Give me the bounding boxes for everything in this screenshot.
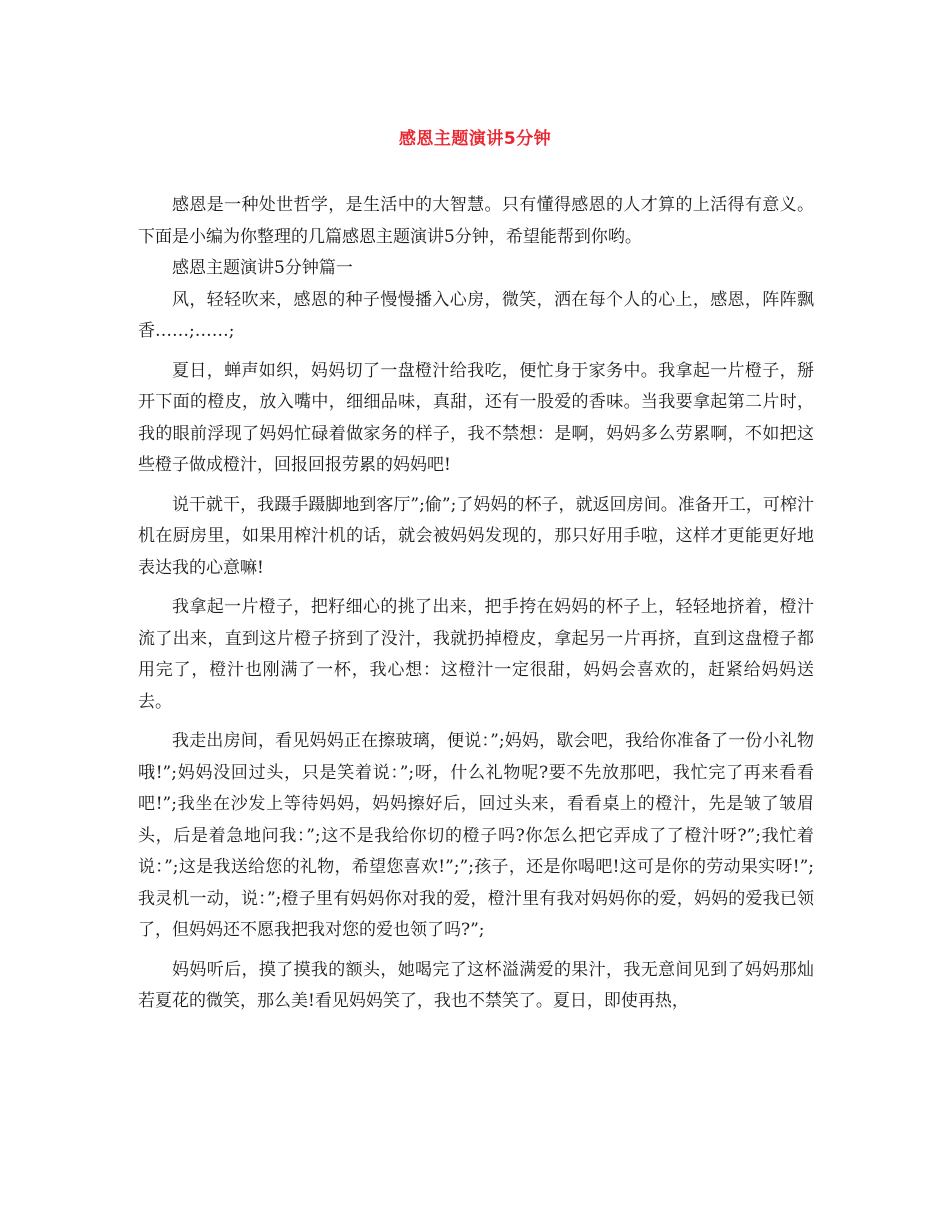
- document-title: 感恩主题演讲5分钟: [398, 129, 552, 149]
- section-heading: 感恩主题演讲5分钟篇一: [172, 258, 353, 278]
- paragraph: 我拿起一片橙子，把籽细心的挑了出来，把手挎在妈妈的杯子上，轻轻地挤着，橙汁流了出来，直到这片橙子挤到了没汁，我就扔掉橙皮，拿起另一片再挤，直到这盘橙子都用完了，橙汁也刚满了一杯，我心想：这橙汁一定很甜，妈妈会喜欢的，赶紧给妈妈送去。: [138, 597, 814, 712]
- paragraph: 我走出房间，看见妈妈正在擦玻璃，便说：”;妈妈，歇会吧，我给你准备了一份小礼物哦!”;妈妈没回过头，只是笑着说：”;呀，什么礼物呢?要不先放那吧，我忙完了再来看看吧!”;我坐在沙发上等待妈妈，妈妈擦好后，回过头来，看看桌上的橙汁，先是皱了皱眉头，后是着急地问我：”;这不是我给你切的橙子吗?你怎么把它弄成了了橙汁呀?”;我忙着说：”;这是我送给您的礼物，希望您喜欢!”;”;孩子，还是你喝吧!这可是你的劳动果实呀!”;我灵机一动，说：”;橙子里有妈妈你对我的爱，橙汁里有我对妈妈你的爱，妈妈的爱我已领了，但妈妈还不愿我把我对您的爱也领了吗?”;: [138, 731, 814, 940]
- paragraph: 风，轻轻吹来，感恩的种子慢慢播入心房，微笑，洒在每个人的心上，感恩，阵阵飘香……;……;: [138, 289, 814, 341]
- paragraph: 夏日，蝉声如织，妈妈切了一盘橙汁给我吃，便忙身于家务中。我拿起一片橙子，掰开下面的橙皮，放入嘴中，细细品味，真甜，还有一股爱的香味。当我要拿起第二片时，我的眼前浮现了妈妈忙碌着做家务的样子，我不禁想：是啊，妈妈多么劳累啊，不如把这些橙子做成橙汁，回报回报劳累的妈妈吧!: [138, 360, 814, 475]
- paragraph-intro: 感恩是一种处世哲学，是生活中的大智慧。只有懂得感恩的人才算的上活得有意义。下面是小编为你整理的几篇感恩主题演讲5分钟，希望能帮到你哟。: [138, 195, 814, 247]
- paragraph: 说干就干，我蹑手蹑脚地到客厅”;偷”;了妈妈的杯子，就返回房间。准备开工，可榨汁机在厨房里，如果用榨汁机的话，就会被妈妈发现的，那只好用手啦，这样才更能更好地表达我的心意嘛!: [138, 494, 814, 578]
- paragraph: 妈妈听后，摸了摸我的额头，她喝完了这杯溢满爱的果汁，我无意间见到了妈妈那灿若夏花的微笑，那么美!看见妈妈笑了，我也不禁笑了。夏日，即使再热，: [138, 959, 814, 1011]
- document-body: [138, 190, 814, 1018]
